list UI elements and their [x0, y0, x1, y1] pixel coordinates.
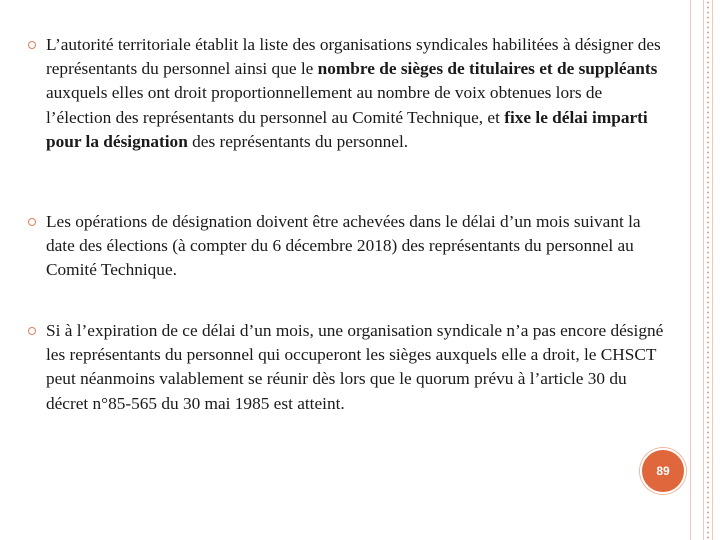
bullet-circle-icon: [28, 327, 36, 335]
bullet-text-1: [46, 33, 668, 154]
bullet-1-segment-3: auxquels elles ont droit proportionnellement au nombre de voix obtenues lors de l’élection des représentants du personnel au Comité Technique, et: [46, 83, 603, 127]
bullet-1-segment-1: L’autorité territoriale établit la liste des organisations syndicales habilitées à désigner des représentants du personnel ainsi que le: [46, 35, 661, 79]
bullet-2-segment-1: Les opérations de désignation doivent être achevées dans le délai d’un mois suivant la date des élections (à compter du 6 décembre 2018) des représentants du personnel au Comité Technique.: [46, 212, 641, 280]
bullet-3-segment-1: Si à l’expiration de ce délai d’un mois, une organisation syndicale n’a pas encore désigné les représentants du personnel qui occuperont les sièges auxquels elle a droit, le CHSCT peut néanmoins valablement se réunir dès lors que le quorum prévu à l’article 30 du décret n°85-565 du 30 mai 1985 est atteint.: [46, 321, 664, 413]
bullet-item-2: [28, 210, 668, 283]
page-number-badge: [640, 448, 686, 494]
decorative-dotted-line: [707, 0, 709, 540]
bullet-circle-icon: [28, 41, 36, 49]
bullet-item-3: [28, 319, 668, 416]
bullet-item-1: [28, 33, 668, 154]
bullet-text-2: [46, 210, 668, 283]
page-number: 89: [656, 464, 670, 478]
bullet-1-segment-2-bold: nombre de sièges de titulaires et de suppléants: [317, 59, 658, 79]
bullet-text-3: [46, 319, 668, 416]
bullet-1-segment-4-bold: fixe le délai imparti pour la désignation: [46, 107, 648, 151]
bullet-circle-icon: [28, 218, 36, 226]
bullet-1-segment-5: des représentants du personnel.: [187, 131, 409, 151]
